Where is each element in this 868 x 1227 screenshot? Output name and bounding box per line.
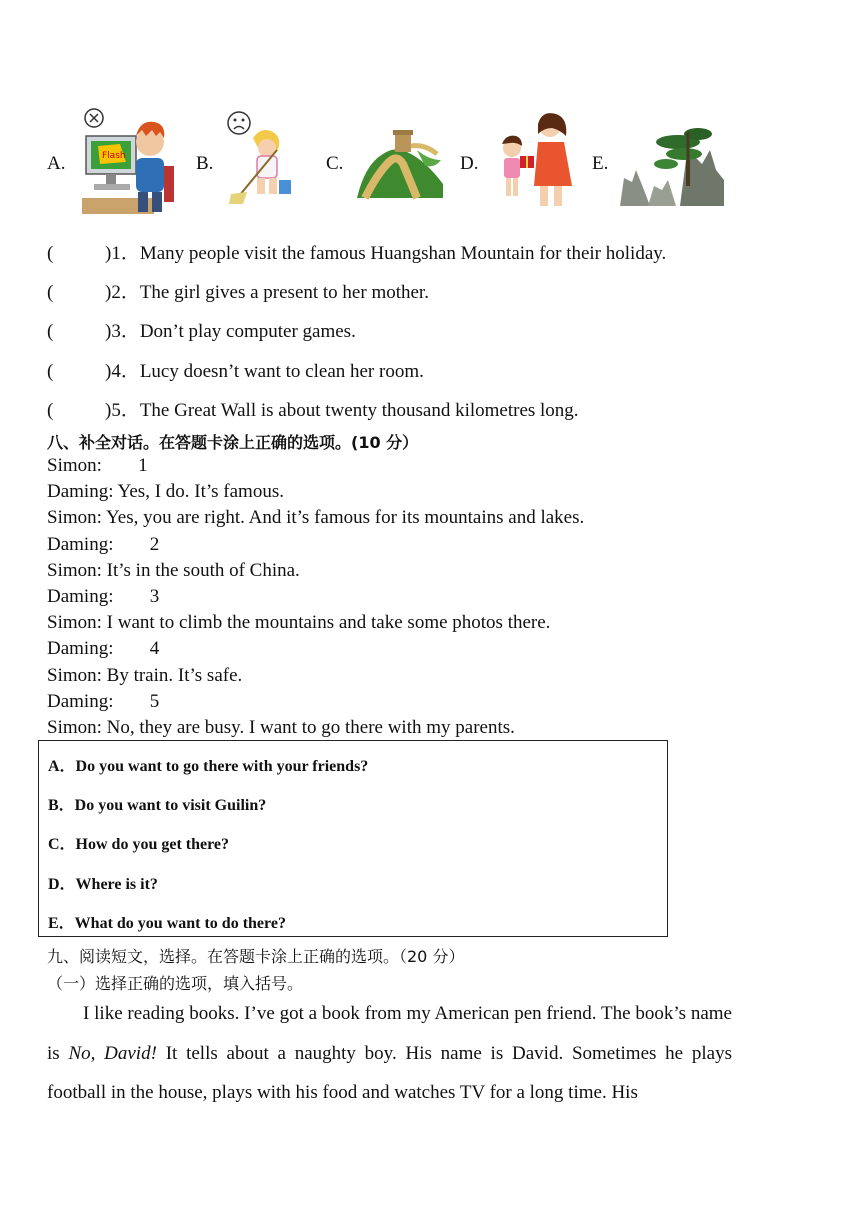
answer-blank[interactable]: 3 (149, 586, 160, 607)
passage-text: I like reading books. I’ve got a book from my American pen friend. The book’s name is (47, 1003, 732, 1064)
speaker: Simon: (47, 717, 102, 738)
dialogue-text: No, they are busy. I want to go there with my parents. (106, 717, 515, 738)
answer-paren[interactable]: ( (47, 361, 54, 382)
dialogue-text: Yes, I do. It’s famous. (117, 481, 284, 502)
picture-label-c: C. (326, 153, 344, 174)
answer-blank[interactable]: 5 (149, 691, 160, 712)
option-d: D．Where is it? (48, 876, 158, 893)
dialogue-text: I want to climb the mountains and take some photos there. (106, 612, 551, 633)
question-number: )5． (105, 400, 140, 421)
question-text: The Great Wall is about twenty thousand kilometres long. (139, 400, 579, 421)
speaker: Daming: (47, 638, 114, 659)
option-a: A．Do you want to go there with your friends? (48, 758, 369, 775)
dialogue-text: It’s in the south of China. (106, 560, 300, 581)
question-text: Don’t play computer games. (139, 321, 356, 342)
matching-item (47, 395, 579, 422)
answer-paren[interactable]: ( (47, 400, 54, 421)
speaker: Daming: (47, 481, 114, 502)
picture-label-d: D. (460, 153, 479, 174)
speaker: Daming: (47, 534, 114, 555)
matching-item (47, 316, 356, 343)
dialogue-line (47, 665, 242, 687)
boy-computer-icon (80, 106, 176, 216)
book-title: No, David! (68, 1042, 157, 1064)
speaker: Simon: (47, 665, 102, 686)
great-wall-icon (355, 124, 445, 200)
matching-item (47, 356, 424, 383)
matching-item (47, 277, 429, 304)
options-box (38, 740, 668, 937)
section-9-title: 九、阅读短文，选择。在答题卡涂上正确的选项。（20 分） (47, 947, 465, 966)
reading-passage (47, 994, 732, 1113)
matching-item (47, 238, 666, 265)
dialogue-line (47, 586, 190, 608)
section-8-title: 八、补全对话。在答题卡涂上正确的选项。(10 分） (47, 433, 419, 452)
dialogue-line (47, 560, 300, 582)
picture-label-b: B. (196, 153, 214, 174)
girl-sweeping-icon (225, 108, 293, 210)
answer-blank[interactable]: 1 (138, 455, 148, 476)
dialogue-line (47, 717, 515, 739)
question-text: Lucy doesn’t want to clean her room. (139, 361, 424, 382)
speaker: Daming: (47, 691, 114, 712)
svg-text:Flash: Flash (102, 151, 126, 161)
dialogue-line (47, 507, 584, 529)
question-number: )2． (105, 282, 140, 303)
passage-text: It tells about a naughty boy. His name is David. Sometimes he plays football in the house, plays with his food and watches TV for a long time. His (47, 1042, 732, 1103)
question-text: Many people visit the famous Huangshan Mountain for their holiday. (139, 243, 667, 264)
option-b: B．Do you want to visit Guilin? (48, 797, 267, 814)
mountain-pine-icon (620, 120, 724, 206)
girl-gift-mother-icon (490, 110, 578, 210)
option-e: E．What do you want to do there? (48, 915, 286, 932)
question-text: The girl gives a present to her mother. (139, 282, 429, 303)
speaker: Simon: (47, 612, 102, 633)
dialogue-line (47, 534, 190, 556)
dialogue-line (47, 691, 190, 713)
answer-paren[interactable]: ( (47, 282, 54, 303)
speaker: Simon: (47, 507, 102, 528)
speaker: Daming: (47, 586, 114, 607)
question-number: )4． (105, 361, 140, 382)
speaker: Simon: (47, 560, 102, 581)
dialogue-text: By train. It’s safe. (106, 665, 243, 686)
dialogue-text: Yes, you are right. And it’s famous for its mountains and lakes. (105, 507, 585, 528)
question-number: )3． (105, 321, 140, 342)
answer-paren[interactable]: ( (47, 321, 54, 342)
answer-blank[interactable]: 4 (149, 638, 160, 659)
dialogue-line (47, 481, 284, 503)
answer-blank[interactable]: 2 (149, 534, 160, 555)
picture-label-e: E. (592, 153, 609, 174)
dialogue-line (47, 455, 178, 477)
speaker: Simon: (47, 455, 102, 476)
option-c: C．How do you get there? (48, 836, 230, 853)
dialogue-line (47, 612, 550, 634)
question-number: )1． (105, 243, 140, 264)
picture-label-a: A. (47, 153, 66, 174)
section-9-subtitle: （一）选择正确的选项，填入括号。 (47, 974, 304, 993)
answer-paren[interactable]: ( (47, 243, 54, 264)
dialogue-line (47, 638, 190, 660)
